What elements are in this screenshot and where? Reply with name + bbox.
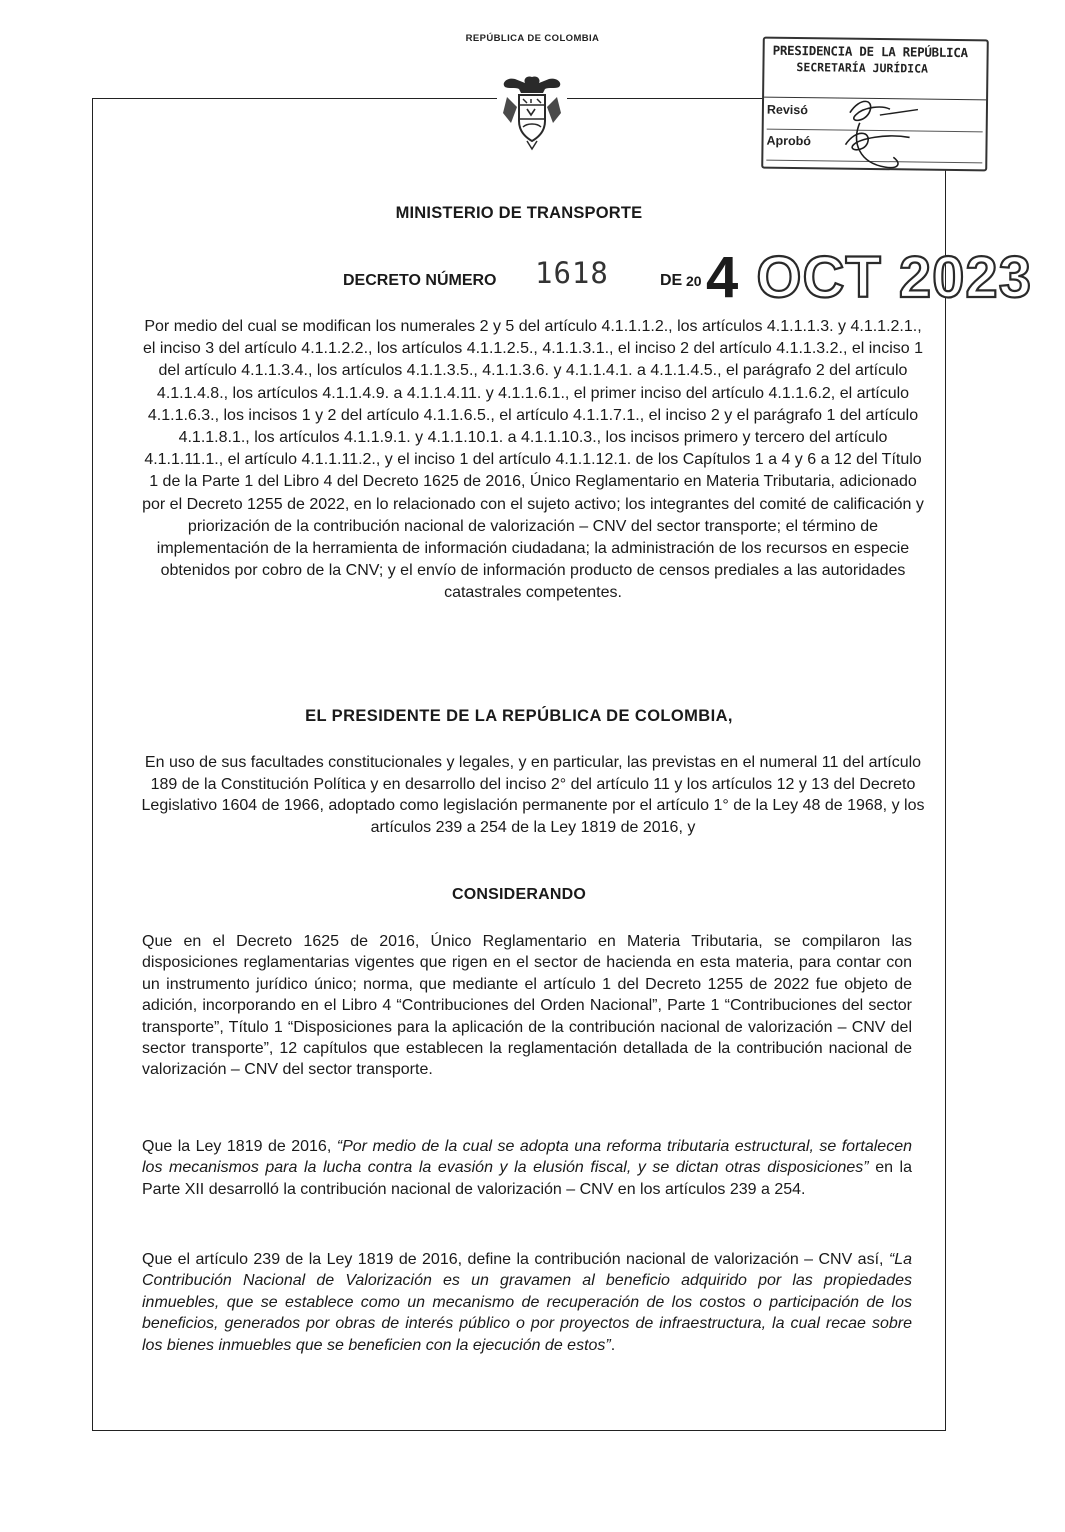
presidente-heading: EL PRESIDENTE DE LA REPÚBLICA DE COLOMBIA, xyxy=(305,707,733,725)
stamp-aprobo-label: Aprobó xyxy=(766,133,812,149)
considerando-paragraph-2 xyxy=(142,1136,912,1200)
decreto-number: 1618 xyxy=(535,256,609,290)
frame-top-right-line xyxy=(567,98,764,99)
considerando-heading: CONSIDERANDO xyxy=(452,886,586,903)
p3-quote: “La Contribución Nacional de Valorización es un gravamen al beneficio adquirido por las propiedades inmuebles, que se establece como un mecanismo de recuperación de los costos o participación de los beneficios, generados por obras de interés público o por proyectos de infraestructura, la cual recae sobre los bienes inmuebles que se beneficien con la ejecución de estos” xyxy=(142,1251,912,1354)
frame-bottom-line xyxy=(92,1430,946,1431)
decreto-label: DECRETO NÚMERO xyxy=(343,272,497,289)
p2-text-a: Que la Ley 1819 de 2016, xyxy=(142,1138,337,1155)
considerando-paragraph-1: Que en el Decreto 1625 de 2016, Único Reglamentario en Materia Tributaria, se compilaron las disposiciones reglamentarias vigentes que rigen en el sector de hacienda en esta materia, para contar con un instrumento jurídico único; norma, que mediante el artículo 1 del Decreto 1255 de 2022 fue objeto de adición, incorporando en el Libro 4 “Contribuciones del Orden Nacional”, Parte 1 “Contribuciones del sector transporte”, Título 1 “Disposiciones para la aplicación de la contribución nacional de valorización – CNV del sector transporte”, 12 capítulos que establecen la reglamentación detallada de la contribución nacional de valorización – CNV del sector transporte. xyxy=(142,933,912,1079)
p3-text-a: Que el artículo 239 de la Ley 1819 de 2016, define la contribución nacional de valorización – CNV así, xyxy=(142,1251,889,1268)
date-month-year: OCT 2023 xyxy=(739,245,1032,310)
de-label: DE xyxy=(660,272,683,289)
p2-text-c: en la Parte XII desarrolló la contribución nacional de valorización – CNV en los artículos 239 a 254. xyxy=(142,1159,913,1198)
date-stamp xyxy=(706,244,1032,311)
coat-of-arms-icon xyxy=(497,73,567,151)
p3-text-c: . xyxy=(610,1336,616,1354)
ministerio-title: MINISTERIO DE TRANSPORTE xyxy=(395,204,643,222)
p2-quote: “Por medio de la cual se adopta una reforma tributaria estructural, se fortalecen los mecanismos para la lucha contra la evasión y la elusión fiscal, y se dictan otras disposiciones” xyxy=(142,1138,913,1177)
stamp-presidencia: PRESIDENCIA DE LA REPÚBLICA xyxy=(772,42,968,61)
considerando-paragraph-3 xyxy=(142,1249,912,1356)
signature-icon xyxy=(789,92,930,174)
republica-header: REPÚBLICA DE COLOMBIA xyxy=(465,33,600,44)
stamp-approval-box xyxy=(763,97,986,169)
decree-summary: Por medio del cual se modifican los numerales 2 y 5 del artículo 4.1.1.1.2., los artículos 4.1.1.1.3. y 4.1.1.2.1., el inciso 3 del artículo 4.1.1.2.2., los artículos 4.1.1.2.5., 4.1.1.3.1., el inciso 2 del artículo 4.1.1.3.2., el inciso 1 del artículo 4.1.1.3.4., los artículos 4.1.1.3.5., 4.1.1.3.6. y 4.1.1.4.1. a 4.1.1.4.5., el parágrafo 2 del artículo 4.1.1.4.8., los artículos 4.1.1.4.9. a 4.1.1.4.11. y 4.1.1.6.1., el primer inciso del artículo 4.1.1.6.2, el artículo 4.1.1.6.3., los incisos 1 y 2 del artículo 4.1.1.6.5., el artículo 4.1.1.7.1., el inciso 2 y el parágrafo 1 del artículo 4.1.1.8.1., los artículos 4.1.1.9.1. y 4.1.1.10.1. a 4.1.1.10.3., los incisos primero y tercero del artículo 4.1.1.11.1., el artículo 4.1.1.11.2., y el inciso 1 del artículo 4.1.1.12.1. de los Capítulos 1 a 4 y 6 a 12 del Título 1 de la Parte 1 del Libro 4 del Decreto 1625 de 2016, Único Reglamentario en Materia Tributaria, adicionado por el Decreto 1255 de 2022, en lo relacionado con el sujeto activo; los integrantes del comité de calificación y priorización de la contribución nacional de valorización – CNV del sector transporte; el término de implementación de la herramienta de información ciudadana; la administración de los recursos en especie obtenidos por cobro de la CNV; y el envío de información producto de censos prediales a las autoridades catastrales competentes. xyxy=(142,318,924,602)
stamp-secretaria: SECRETARÍA JURÍDICA xyxy=(796,60,929,76)
facultades-paragraph: En uso de sus facultades constitucionales y legales, y en particular, las previstas en el numeral 11 del artículo 189 de la Constitución Política y en desarrollo del inciso 2° del artículo 11 y los artículos 12 y 13 del Decreto Legislativo 1604 de 1966, adoptado como legislación permanente por el artículo 1° de la Ley 48 de 1968, y los artículos 239 a 254 de la Ley 1819 de 2016, y xyxy=(141,754,925,836)
review-stamp xyxy=(761,37,989,172)
year-partial: 20 xyxy=(686,273,702,289)
date-day: 4 xyxy=(706,245,740,310)
decreto-number-row xyxy=(0,245,1032,310)
stamp-reviso-label: Revisó xyxy=(766,102,809,118)
frame-top-left-line xyxy=(92,98,497,99)
